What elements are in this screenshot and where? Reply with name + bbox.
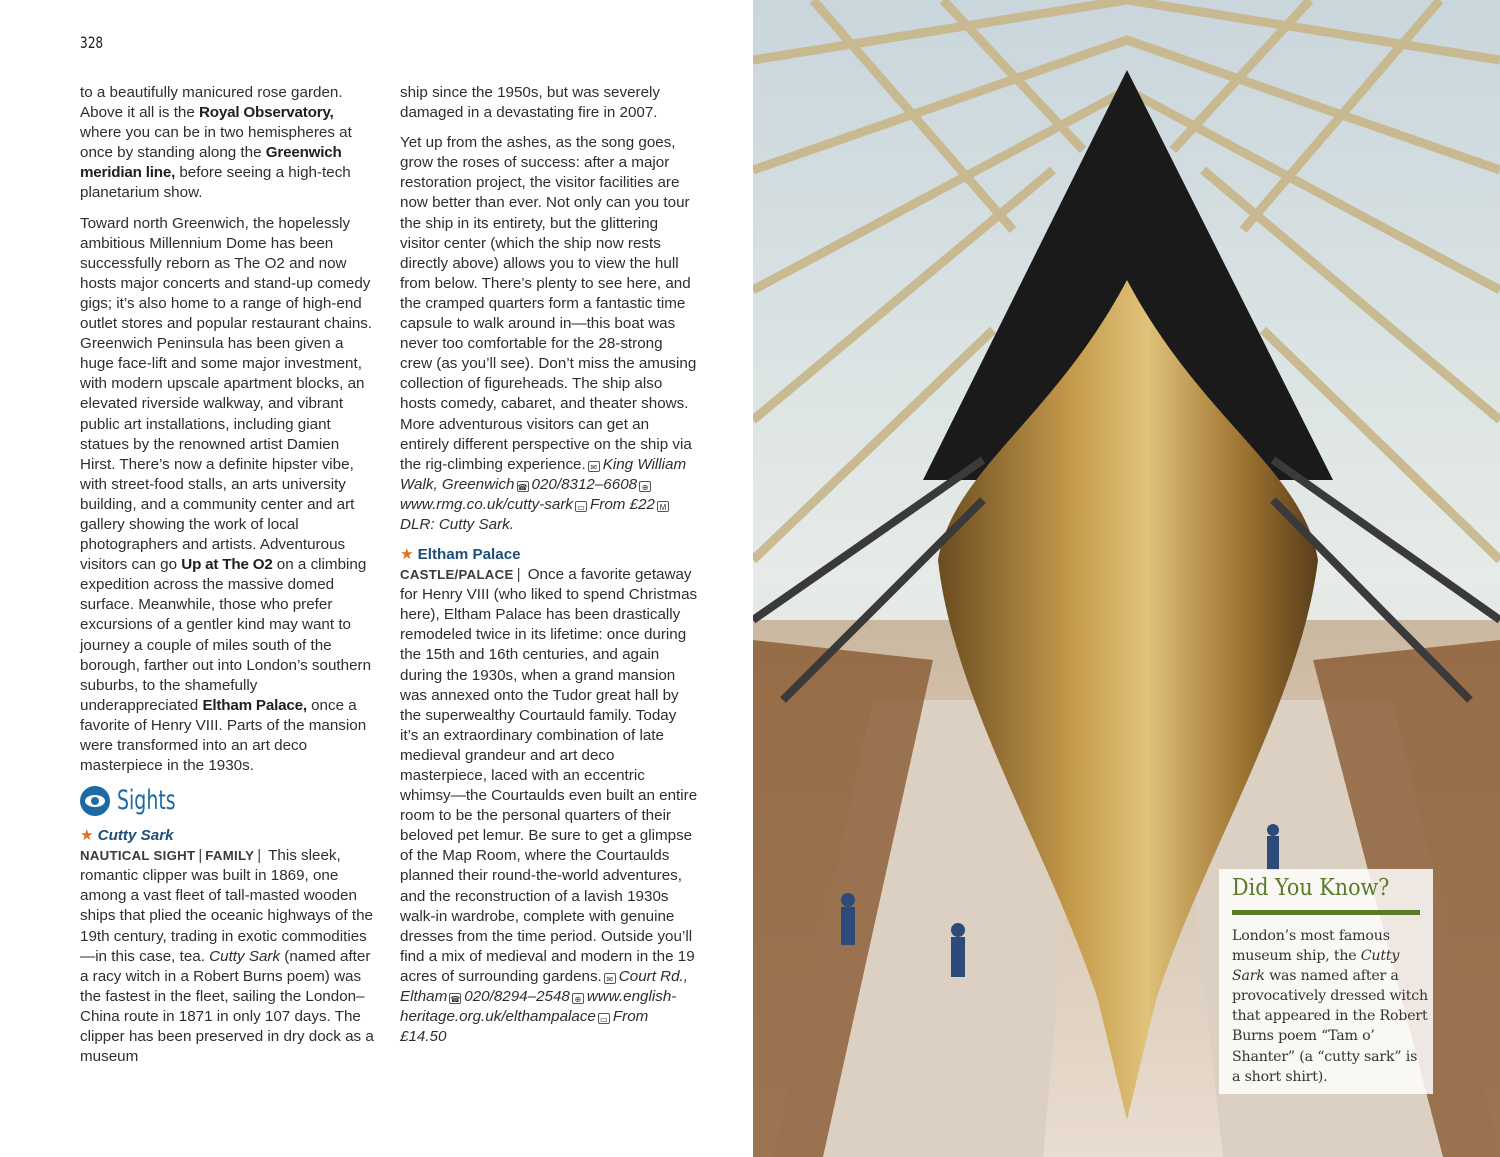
star-icon: ★ bbox=[80, 827, 94, 845]
did-you-know-text bbox=[1232, 926, 1428, 1087]
highlight-greenwich-meridian: Greenwich meridian line, bbox=[80, 144, 342, 182]
address: Court Rd., Eltham bbox=[400, 967, 688, 1006]
text: was named after a provocatively dressed witch that appeared in the Robert Burns poem “Tam o’ Shanter” (a “cutty sark” is a short shirt). bbox=[1232, 968, 1428, 1085]
web-icon: ⊕ bbox=[639, 481, 651, 492]
text: to a beautifully manicured rose garden. Above it all is the bbox=[80, 84, 343, 122]
entry-body-cutty-sark bbox=[80, 846, 376, 1067]
price: From £22 bbox=[590, 495, 656, 513]
entry-title-text: Cutty Sark bbox=[97, 827, 174, 845]
ship-name: Cutty Sark bbox=[1232, 948, 1400, 985]
ticket-icon: ▭ bbox=[575, 501, 587, 512]
paragraph bbox=[80, 214, 376, 777]
text: on a climbing expedition across the massive domed surface. Meanwhile, those who prefer excursions of a gentler kind may want to journey a couple of miles south of the borough, farther out into London’s southern suburbs, to the shamefully underappreciated bbox=[80, 556, 372, 714]
sights-heading-label: Sights bbox=[117, 785, 176, 817]
text: before seeing a high-tech planetarium show. bbox=[80, 164, 351, 202]
price: From £14.50 bbox=[400, 1008, 649, 1046]
did-you-know-box bbox=[1219, 869, 1433, 1094]
text: London’s most famous museum ship, the bbox=[1232, 928, 1390, 965]
entry-body-eltham-palace bbox=[400, 565, 698, 1047]
entry-title-eltham-palace bbox=[400, 545, 698, 565]
text: where you can be in two hemispheres at once by standing along the bbox=[80, 124, 352, 162]
page-number: 328 bbox=[80, 33, 104, 52]
highlight-eltham-palace: Eltham Palace, bbox=[202, 696, 307, 714]
sights-heading bbox=[80, 786, 376, 816]
metro-stop: DLR: Cutty Sark. bbox=[400, 515, 514, 533]
category-label: NAUTICAL SIGHT bbox=[80, 848, 196, 864]
text: This sleek, romantic clipper was built in 1869, one among a vast fleet of tall-masted wooden ships that plied the oceanic highways of the 19th century, trading in exotic commodities—in this case, tea. bbox=[80, 847, 373, 965]
text-column-2 bbox=[400, 83, 698, 1057]
address-icon: ✉ bbox=[588, 461, 600, 472]
text: Once a favorite getaway for Henry VIII (who liked to spend Christmas here), Eltham Palace has been drastically remodeled twice in its lifetime: once during the 15th and 16th centuries, and again during the 1930s, when a grand mansion was annexed onto the Tudor great hall by the superwealthy Courtauld family. Today it’s an extraordinary combination of late medieval grandeur and art deco masterpiece, laced with an eccentric whimsy—the Courtaulds even built an entire room to be the personal quarters of their beloved pet lemur. Be sure to get a glimpse of the Map Room, where the Courtaulds planned their round-the-world adventures, and the reconstruction of a lavish 1930s walk-in wardrobe, complete with genuine dresses from the time period. Outside you’ll find a mix of medieval and modern in the 19 acres of surrounding gardens. bbox=[400, 566, 698, 985]
category-label: FAMILY bbox=[205, 848, 255, 864]
web-icon: ⊕ bbox=[572, 993, 584, 1004]
paragraph bbox=[400, 133, 698, 535]
text: Yet up from the ashes, as the song goes, grow the roses of success: after a major restoration project, the visitor facilities are now better than ever. Not only can you tour the ship in its entirety, but the glittering visitor center (which the ship now rests directly above) allows you to view the hull from below. There’s plenty to see here, and the cramped quarters form a fantastic time capsule to walk around in—this boat was never too comfortable for the 28-strong crew (as you’ll see). Don’t miss the amusing collection of figureheads. The ship also hosts comedy, cabaret, and theater shows. More adventurous visitors can get an entirely different perspective on the ship via the rig-climbing experience. bbox=[400, 134, 697, 473]
entry-title-text: Eltham Palace bbox=[417, 546, 521, 564]
phone-icon: ☎ bbox=[450, 995, 461, 1005]
paragraph: ship since the 1950s, but was severely damaged in a devastating fire in 2007. bbox=[400, 84, 661, 122]
eye-icon bbox=[80, 786, 110, 816]
star-icon: ★ bbox=[400, 546, 414, 564]
phone: 020/8294–2548 bbox=[464, 988, 570, 1006]
divider bbox=[1232, 910, 1420, 915]
text: (named after a racy witch in a Robert Burns poem) was the fastest in the fleet, sailing the London–China route in 1871 in only 107 days. The clipper has been preserved in dry dock as a museum bbox=[80, 947, 374, 1066]
text-column-1 bbox=[80, 83, 376, 1077]
category-label: CASTLE/PALACE bbox=[400, 567, 514, 583]
highlight-royal-observatory: Royal Observatory, bbox=[199, 104, 334, 122]
separator: | bbox=[257, 847, 262, 865]
website-link[interactable]: www.english-heritage.org.uk/elthampalace bbox=[400, 988, 677, 1026]
address-icon: ✉ bbox=[604, 973, 616, 984]
separator: | bbox=[198, 847, 203, 865]
highlight-up-at-the-o2: Up at The O2 bbox=[181, 556, 273, 574]
cutty-sark-photo bbox=[753, 0, 1500, 1157]
metro-icon: M bbox=[657, 501, 669, 512]
separator: | bbox=[516, 566, 521, 584]
website-link[interactable]: www.rmg.co.uk/cutty-sark bbox=[400, 495, 574, 513]
address: King William Walk, Greenwich bbox=[400, 455, 687, 493]
text: Toward north Greenwich, the hopelessly ambitious Millennium Dome has been successfully reborn as The O2 and now hosts major concerts and stand-up comedy gigs; it’s also home to a range of high-end outlet stores and popular restaurant chains. Greenwich Peninsula has been given a huge face-lift and some major investment, with modern upscale apartment blocks, an elevated riverside walkway, and vibrant public art installations, including giant statues by the renowned artist Damien Hirst. There’s now a definite hipster vibe, with street-food stalls, an arts university building, and a community center and art gallery showing the work of local photographers and artists. Adventurous visitors can go bbox=[80, 214, 373, 574]
did-you-know-title: Did You Know? bbox=[1232, 875, 1390, 901]
ship-name: Cutty Sark bbox=[209, 947, 281, 965]
phone-icon: ☎ bbox=[517, 482, 528, 492]
phone: 020/8312–6608 bbox=[531, 475, 638, 493]
ticket-icon: ▭ bbox=[598, 1013, 610, 1024]
text: once a favorite of Henry VIII. Parts of the mansion were transformed into an art deco masterpiece in the 1930s. bbox=[80, 696, 367, 775]
entry-title-cutty-sark bbox=[80, 826, 376, 846]
paragraph bbox=[80, 83, 376, 204]
